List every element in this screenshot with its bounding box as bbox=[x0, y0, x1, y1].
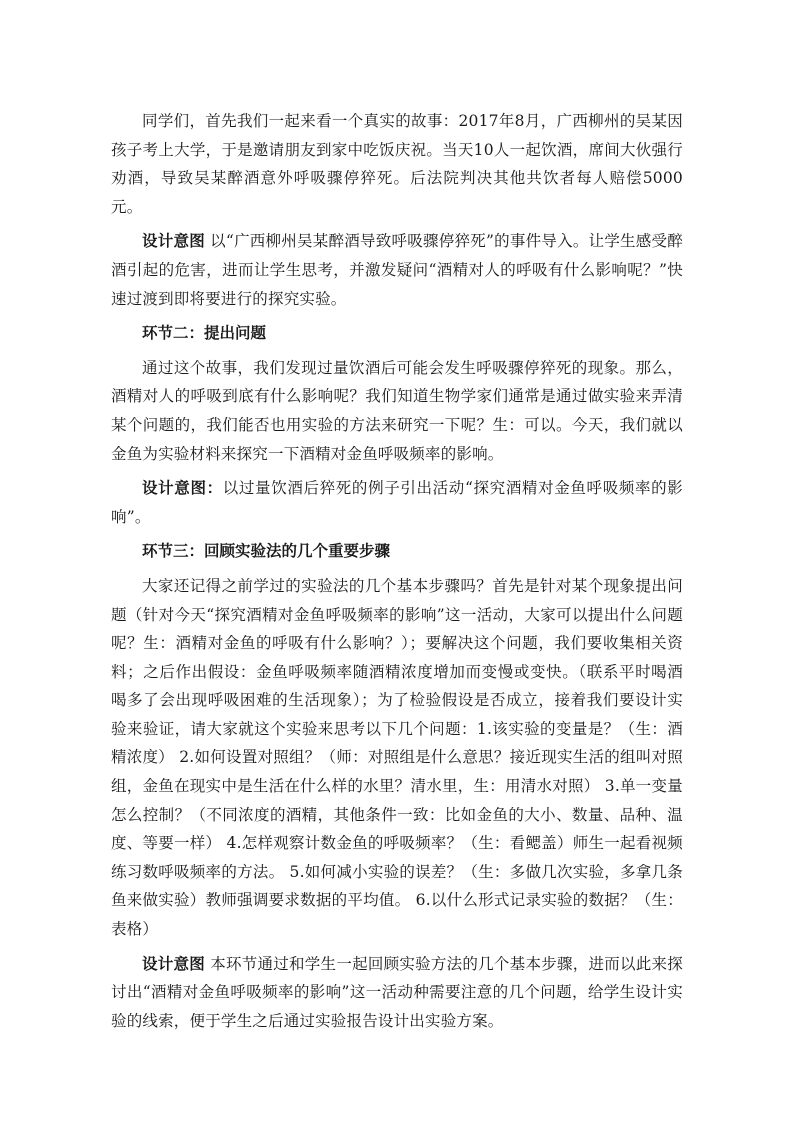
step3-paragraph: 大家还记得之前学过的实验法的几个基本步骤吗？首先是针对某个现象提出问题（针对今天“探究酒精对金鱼呼吸频率的影响”这一活动，大家可以提出什么问题呢？生：酒精对金鱼的呼吸有什么影响？）；要解决这个问题，我们要收集相关资料；之后作出假设：金鱼呼吸频率随酒精浓度增加而变慢或变快。（联系平时喝酒喝多了会出现呼吸困难的生活现象）；为了检验假设是否成立，接着我们要设计实验来验证，请大家就这个实验来思考以下几个问题：1.该实验的变量是？（生：酒精浓度） 2.如何设置对照组？（师：对照组是什么意思？接近现实生活的组叫对照组，金鱼在现实中是生活在什么样的水里？清水里，生：用清水对照） 3.单一变量怎么控制？（不同浓度的酒精，其他条件一致：比如金鱼的大小、数量、品种、温度、等要一样） 4.怎样观察计数金鱼的呼吸频率？（生：看鳃盖）师生一起看视频练习数呼吸频率的方法。 5.如何减小实验的误差？（生：多做几次实验，多拿几条鱼来做实验）教师强调要求数据的平均值。 6.以什么形式记录实验的数据？（生：表格） bbox=[111, 576, 683, 939]
design-intent-paragraph-2 bbox=[111, 474, 683, 531]
design-intent-paragraph-3 bbox=[111, 950, 683, 1036]
design-intent-text: 以过量饮酒后猝死的例子引出活动“探究酒精对金鱼呼吸频率的影响”。 bbox=[111, 479, 683, 526]
design-intent-label: 设计意图 bbox=[142, 954, 206, 973]
design-intent-paragraph-1 bbox=[111, 227, 683, 313]
design-intent-text: 本环节通过和学生一起回顾实验方法的几个基本步骤，进而以此来探讨出“酒精对金鱼呼吸频率的影响”这一活动种需要注意的几个问题，给学生设计实验的线索，便于学生之后通过实验报告设计出实验方案。 bbox=[111, 954, 683, 1030]
design-intent-text: 以“广西柳州吴某醉酒导致呼吸骤停猝死”的事件导入。让学生感受醉酒引起的危害，进而让学生思考，并激发疑问“酒精对人的呼吸有什么影响呢？”快速过渡到即将要进行的探究实验。 bbox=[111, 232, 683, 308]
document-page bbox=[111, 107, 683, 1035]
design-intent-label: 设计意图 bbox=[142, 232, 205, 251]
section-heading-step2: 环节二：提出问题 bbox=[142, 324, 267, 343]
section-heading-step3: 环节三：回顾实验法的几个重要步骤 bbox=[142, 542, 391, 561]
design-intent-label: 设计意图： bbox=[142, 479, 223, 498]
step2-paragraph: 通过这个故事，我们发现过量饮酒后可能会发生呼吸骤停猝死的现象。那么，酒精对人的呼吸到底有什么影响呢？我们知道生物学家们通常是通过做实验来弄清某个问题的，我们能否也用实验的方法来研究一下呢？生：可以。今天，我们就以金鱼为实验材料来探究一下酒精对金鱼呼吸频率的影响。 bbox=[111, 358, 683, 463]
intro-paragraph: 同学们，首先我们一起来看一个真实的故事：2017年8月，广西柳州的吴某因孩子考上大学，于是邀请朋友到家中吃饭庆祝。当天10人一起饮酒，席间大伙强行劝酒，导致吴某醉酒意外呼吸骤停猝死。后法院判决其他共饮者每人赔偿5000元。 bbox=[111, 112, 683, 216]
